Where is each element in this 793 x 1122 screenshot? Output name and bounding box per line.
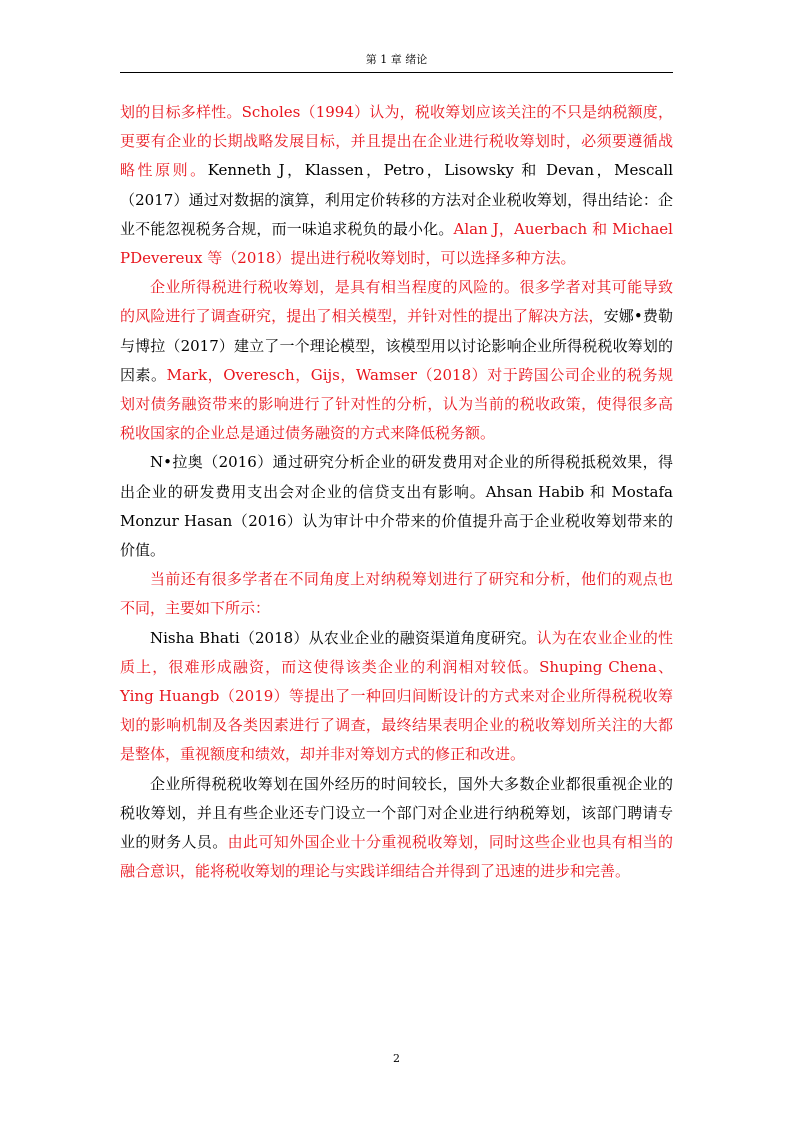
paragraph-4 — [120, 565, 673, 623]
text-run: N•拉奥（2016）通过研究分析企业的研发费用对企业的所得税抵税效果，得出企业的研发费用支出会对企业的信贷支出有影响。Ahsan Habib 和 Mostafa Monzur Hasan（2016）认为审计中介带来的价值提升高于企业税收筹划带来的价值。 — [120, 453, 673, 560]
text-run: 认为在农业企业的性质上，很难形成融资，而这使得该类企业的利润相对较低。Shuping Chena、Ying Huangb（2019）等提出了一种回归间断设计的方式来对企业所得税税收筹划的影响机制及各类因素进行了调查，最终结果表明企业的税收筹划所关注的大都是整体，重视额度和绩效，却并非对筹划方式的修正和改进。 — [120, 628, 673, 764]
text-run: Alan J，Auerbach 和 Michael PDevereux 等（2018）提出进行税收筹划时，可以选择多种方法。 — [120, 219, 673, 268]
text-run: Kenneth J，Klassen，Petro，Lisowsky 和 Devan，Mescall（2017）通过对数据的演算，利用定价转移的方法对企业税收筹划，得出结论：企业不能忽视税务合规，而一味追求税负的最小化。 — [120, 161, 673, 238]
text-run: 企业所得税税收筹划在国外经历的时间较长，国外大多数企业都很重视企业的税收筹划，并且有些企业还专门设立一个部门对企业进行纳税筹划，该部门聘请专业的财务人员。 — [120, 774, 673, 852]
header-divider — [120, 72, 673, 73]
paragraph-2 — [120, 273, 673, 448]
text-run: 由此可知外国企业十分重视税收筹划，同时这些企业也具有相当的融合意识，能将税收筹划的理论与实践详细结合并得到了迅速的进步和完善。 — [120, 833, 673, 881]
page-number: 2 — [393, 1052, 400, 1065]
paragraph-5 — [120, 624, 673, 770]
page-header-title: 第 1 章 绪论 — [365, 53, 428, 66]
paragraph-1 — [120, 98, 673, 273]
text-run: Mark，Overesch，Gijs，Wamser（2018）对于跨国公司企业的税务规划对债务融资带来的影响进行了针对性的分析，认为当前的税收政策，使得很多高税收国家的企业总是通过债务融资的方式来降低税务额。 — [120, 365, 673, 443]
paragraph-3 — [120, 448, 673, 565]
body-text — [120, 98, 673, 886]
paragraph-6 — [120, 770, 673, 887]
text-run: 当前还有很多学者在不同角度上对纳税筹划进行了研究和分析，他们的观点也不同，主要如下所示： — [120, 570, 673, 618]
text-run: 企业所得税进行税收筹划，是具有相当程度的风险的。很多学者对其可能导致的风险进行了调查研究，提出了相关模型，并针对性的提出了解决方法， — [120, 278, 673, 326]
text-run: 安娜•费勒与博拉（2017）建立了一个理论模型，该模型用以讨论影响企业所得税税收筹划的因素。 — [120, 307, 673, 384]
text-run: 划的目标多样性。Scholes（1994）认为，税收筹划应该关注的不只是纳税额度，更要有企业的长期战略发展目标，并且提出在企业进行税收筹划时，必须要遵循战略性原则。 — [120, 103, 673, 180]
text-run: Nisha Bhati（2018）从农业企业的融资渠道角度研究。 — [150, 628, 537, 647]
